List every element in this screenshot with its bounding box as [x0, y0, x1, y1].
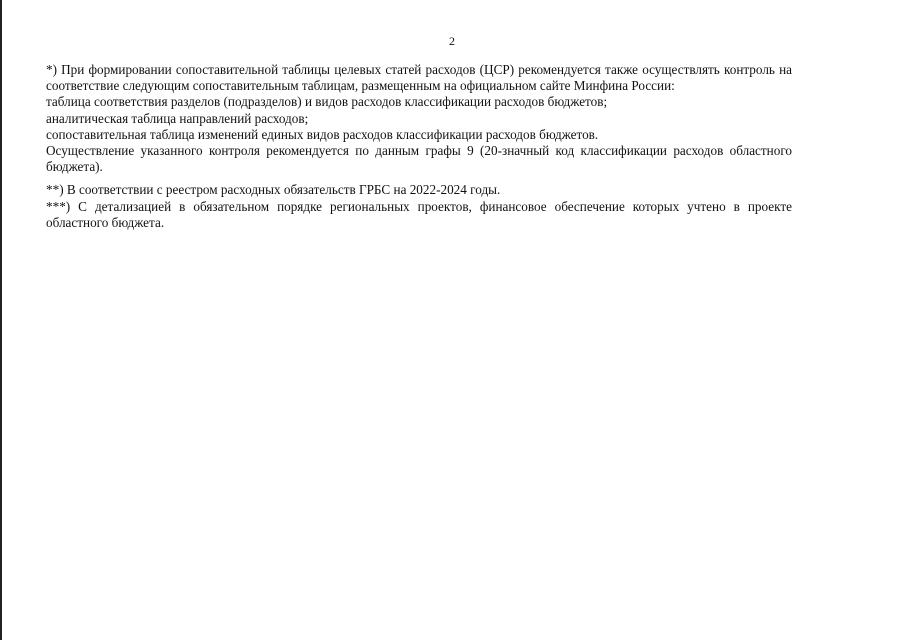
page-number: 2 [449, 34, 455, 48]
footnotes-block [46, 62, 792, 231]
footnote-1-control: Осуществление указанного контроля рекомендуется по данным графы 9 (20-значный код классификации расходов областного бюджета). [46, 143, 792, 175]
footnote-1-item-3: сопоставительная таблица изменений единых видов расходов классификации расходов бюджетов. [46, 126, 599, 142]
footnote-1-item-1: таблица соответствия разделов (подразделов) и видов расходов классификации расходов бюджетов; [46, 94, 608, 110]
footnote-1-text: *) При формировании сопоставительной таблицы целевых статей расходов (ЦСР) рекомендуется также осуществлять контроль на соответствие следующим сопоставительным таблицам, размещенным на официальном сайте Минфина России: [46, 62, 792, 94]
footnote-2-text: **) В соответствии с реестром расходных обязательств ГРБС на 2022-2024 годы. [46, 182, 501, 198]
footnote-3-text: ***) С детализацией в обязательном порядке региональных проектов, финансовое обеспечение которых учтено в проекте областного бюджета. [46, 198, 792, 230]
page-edge-line [0, 0, 2, 640]
footnote-1-item-2: аналитическая таблица направлений расходов; [46, 110, 309, 126]
